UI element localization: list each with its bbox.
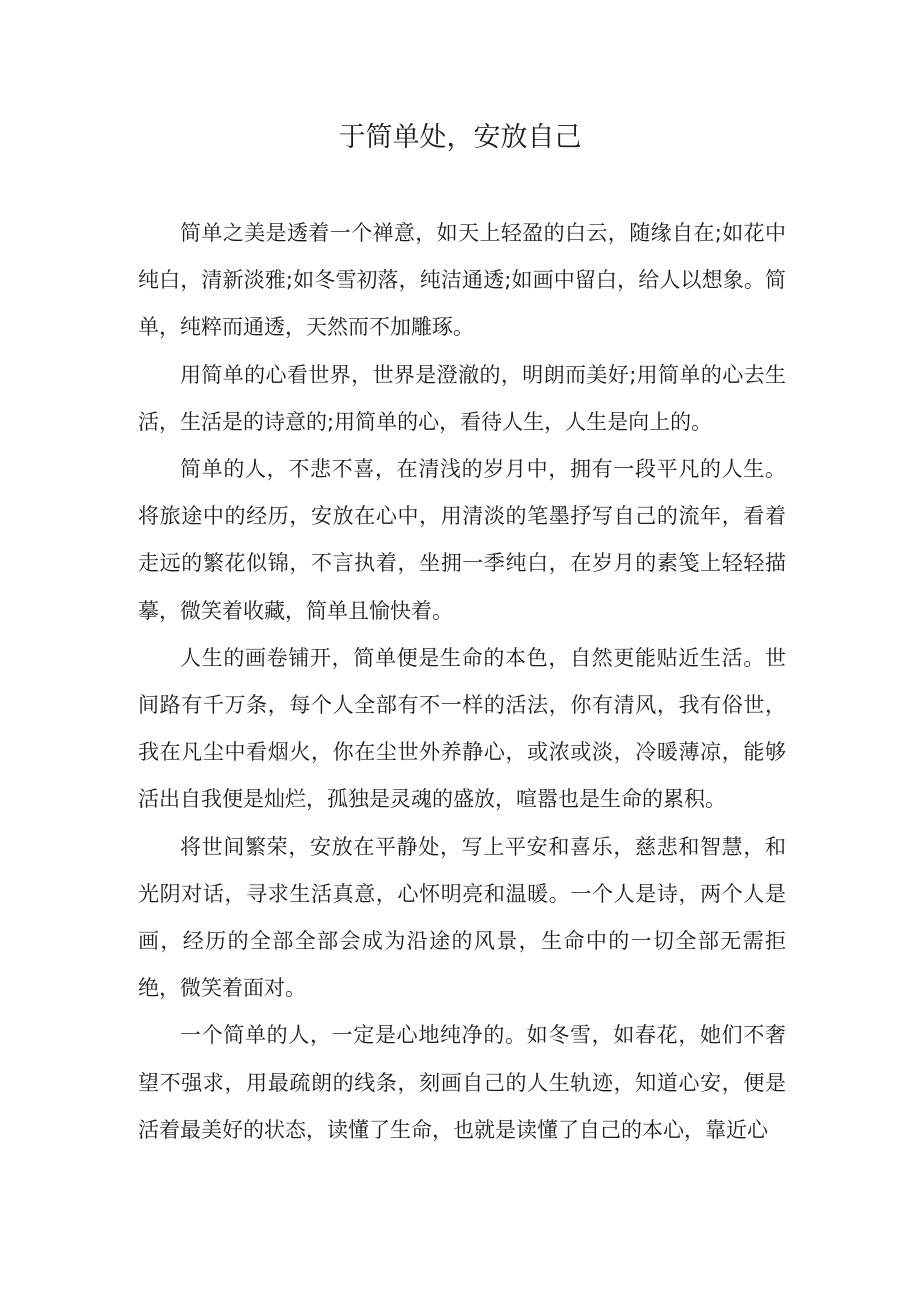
document-title: 于简单处，安放自己 — [338, 122, 582, 153]
document-body — [138, 210, 786, 1154]
paragraph-4: 人生的画卷铺开，简单便是生命的本色，自然更能贴近生活。世间路有千万条，每个人全部有不一样的活法，你有清风，我有俗世，我在凡尘中看烟火，你在尘世外养静心，或浓或淡，冷暖薄凉，能够活出自我便是灿烂，孤独是灵魂的盛放，喧嚣也是生命的累积。 — [138, 645, 786, 812]
paragraph-3: 简单的人，不悲不喜，在清浅的岁月中，拥有一段平凡的人生。将旅途中的经历，安放在心中，用清淡的笔墨抒写自己的流年，看着走远的繁花似锦，不言执着，坐拥一季纯白，在岁月的素笺上轻轻描摹，微笑着收藏，简单且愉快着。 — [138, 457, 786, 623]
paragraph-6: 一个简单的人，一定是心地纯净的。如冬雪，如春花，她们不奢望不强求，用最疏朗的线条，刻画自己的人生轨迹，知道心安，便是活着最美好的状态，读懂了生命，也就是读懂了自己的本心，靠近心 — [138, 1023, 786, 1142]
paragraph-1: 简单之美是透着一个禅意，如天上轻盈的白云，随缘自在;如花中纯白，清新淡雅;如冬雪初落，纯洁通透;如画中留白，给人以想象。简单，纯粹而通透，天然而不加雕琢。 — [138, 221, 786, 340]
paragraph-5: 将世间繁荣，安放在平静处，写上平安和喜乐，慈悲和智慧，和光阴对话，寻求生活真意，心怀明亮和温暖。一个人是诗，两个人是画，经历的全部全部会成为沿途的风景，生命中的一切全部无需拒绝，微笑着面对。 — [138, 834, 786, 1001]
paragraph-2: 用简单的心看世界，世界是澄澈的，明朗而美好;用简单的心去生活，生活是的诗意的;用简单的心，看待人生，人生是向上的。 — [138, 362, 786, 434]
